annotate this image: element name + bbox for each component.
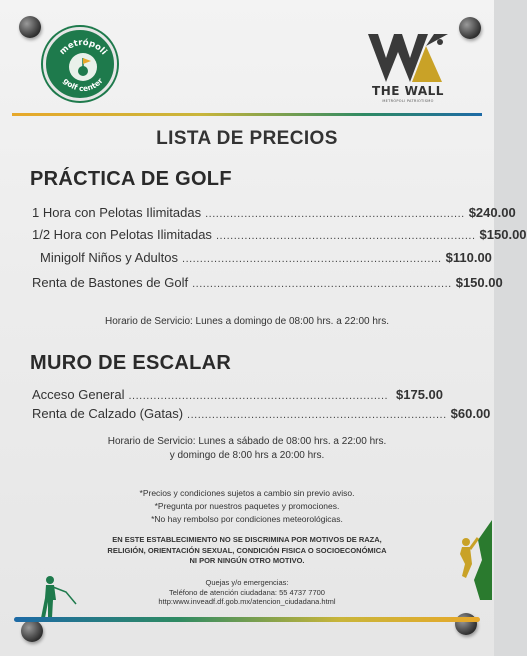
item-name: 1 Hora con Pelotas Ilimitadas xyxy=(32,205,202,220)
item-price: $60.00 xyxy=(450,406,491,421)
climber-icon xyxy=(452,520,492,600)
contact-line: Quejas y/o emergencias: xyxy=(205,578,289,587)
item-name: 1/2 Hora con Pelotas Ilimitadas xyxy=(32,227,212,242)
price-row xyxy=(32,275,503,290)
dot-leader: ......................................................................... xyxy=(205,208,465,220)
item-name: Acceso General xyxy=(32,387,125,402)
screw-top-right xyxy=(459,17,481,39)
logo-top-text: metrópoli xyxy=(57,37,109,58)
legal-line: RELIGIÓN, ORIENTACIÓN SEXUAL, CONDICIÓN FISICA O SOCIOECONÓMICA xyxy=(107,545,387,555)
top-divider xyxy=(12,113,482,116)
note-line: *Precios y condiciones sujetos a cambio sin previo aviso. xyxy=(139,488,355,498)
contact-line: http:www.inveadf.df.gob.mx/atencion_ciudadana.html xyxy=(158,597,336,606)
dot-leader: ......................................................................... xyxy=(182,253,442,265)
legal-line: EN ESTE ESTABLECIMIENTO NO SE DISCRIMINA POR MOTIVOS DE RAZA, xyxy=(112,535,382,544)
price-row xyxy=(32,406,491,421)
non-discrimination-notice xyxy=(0,535,494,567)
item-price: $150.00 xyxy=(455,275,503,290)
the-wall-subtitle: METRÓPOLI PATRIOTISMO xyxy=(382,99,434,103)
climb-hours-line1: Horario de Servicio: Lunes a sábado de 08:00 hrs. a 22:00 hrs. xyxy=(107,436,387,447)
screw-bottom-left xyxy=(21,620,43,642)
item-price: $175.00 xyxy=(396,387,443,402)
item-name: Renta de Calzado (Gatas) xyxy=(32,406,184,421)
climb-hours-line2: y domingo de 8:00 hrs a 20:00 hrs. xyxy=(169,450,325,461)
legal-line: NI POR NINGÚN OTRO MOTIVO. xyxy=(189,556,305,565)
price-row xyxy=(40,250,492,265)
logo-bottom-text: golf center xyxy=(61,76,105,94)
price-row xyxy=(32,205,516,220)
page-title: LISTA DE PRECIOS xyxy=(156,128,338,149)
bottom-divider xyxy=(14,617,480,622)
golf-heading: PRÁCTICA DE GOLF xyxy=(30,168,232,190)
note-line: *Pregunta por nuestros paquetes y promociones. xyxy=(154,501,340,511)
the-wall-name: THE WALL xyxy=(372,84,444,98)
golfer-icon xyxy=(36,574,80,622)
item-price: $110.00 xyxy=(445,250,492,265)
price-row xyxy=(32,227,527,242)
note-line: *No hay rembolso por condiciones meteorológicas. xyxy=(151,514,343,524)
item-price: $150.00 xyxy=(479,227,527,242)
dot-leader: ......................................................................... xyxy=(128,390,389,402)
notes xyxy=(0,487,494,526)
climb-heading: MURO DE ESCALAR xyxy=(30,352,232,374)
price-row xyxy=(32,387,443,402)
climb-hours xyxy=(0,435,494,463)
item-name: Minigolf Niños y Adultos xyxy=(40,250,179,265)
item-name: Renta de Bastones de Golf xyxy=(32,275,189,290)
metropoli-golf-logo xyxy=(43,27,117,101)
dot-leader: ......................................................................... xyxy=(192,278,452,290)
dot-leader: ......................................................................... xyxy=(215,230,476,242)
contact-line: Teléfono de atención ciudadana: 55 4737 7700 xyxy=(169,587,325,597)
screw-top-left xyxy=(19,16,41,38)
golf-hours: Horario de Servicio: Lunes a domingo de 08:00 hrs. a 22:00 hrs. xyxy=(104,316,390,327)
item-price: $240.00 xyxy=(468,205,516,220)
dot-leader: ......................................................................... xyxy=(187,409,447,421)
